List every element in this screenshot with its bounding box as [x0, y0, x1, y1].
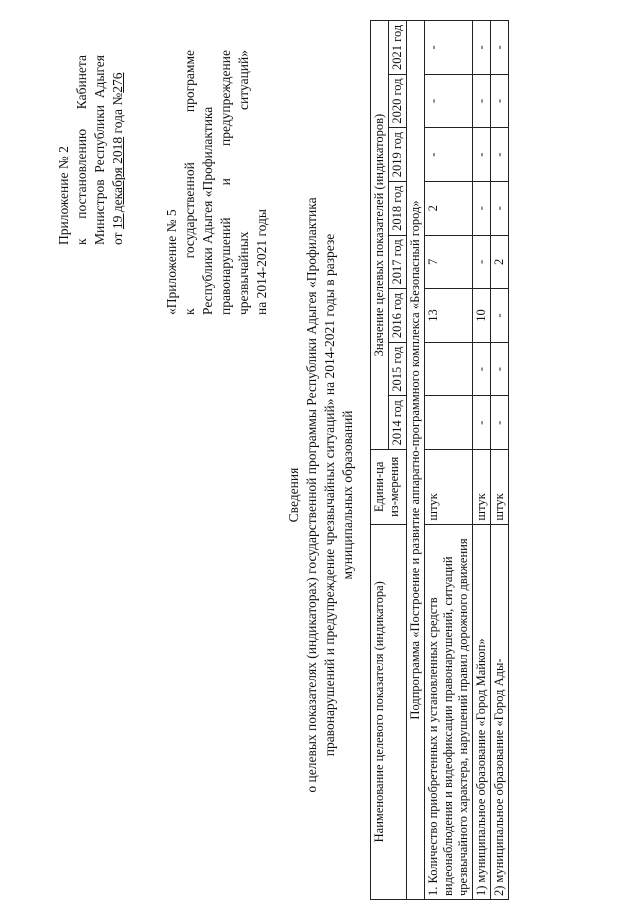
- appendix-5-line6: на 2014-2021 годы: [254, 209, 269, 315]
- value-cell: -: [473, 21, 491, 75]
- appendix-2-date-line: [109, 55, 127, 245]
- value-cell: 2: [425, 181, 473, 235]
- text: к: [182, 308, 197, 315]
- text: №: [110, 92, 125, 106]
- year-header: 2015 год: [389, 342, 407, 396]
- heading-line: о целевых показателях (индикаторах) государственной программы Республики Адыгея «Профилактика: [304, 197, 319, 793]
- year-header: 2017 год: [389, 235, 407, 289]
- appendix-5-header: [163, 50, 271, 315]
- unit-cell: штук: [473, 450, 491, 524]
- appendix-5-line2: [181, 50, 199, 315]
- text: ситуаций»: [236, 50, 251, 110]
- value-cell: -: [473, 181, 491, 235]
- text: чрезвычайных: [236, 231, 251, 315]
- decree-number: 276: [110, 72, 125, 93]
- value-cell: -: [473, 342, 491, 396]
- subprogram-row: [407, 21, 425, 900]
- value-cell: 13: [425, 289, 473, 343]
- text: Кабинета: [74, 55, 89, 110]
- heading-title: Сведения: [286, 467, 301, 523]
- value-cell: -: [473, 235, 491, 289]
- appendix-2-line3: [91, 55, 109, 245]
- text: Министров: [92, 179, 107, 245]
- value-cell: 7: [425, 235, 473, 289]
- value-cell: -: [473, 74, 491, 128]
- text: от: [110, 232, 125, 245]
- decree-date: 19 декабря 2018: [110, 136, 125, 230]
- indicators-table: [370, 20, 509, 900]
- value-cell: [425, 342, 473, 396]
- table-header-row: [371, 21, 389, 900]
- year-header: 2016 год: [389, 289, 407, 343]
- column-header-unit: Едини-ца из-мерения: [371, 450, 407, 524]
- column-header-values: Значение целевых показателей (индикаторов): [371, 21, 389, 450]
- text: программе: [182, 50, 197, 113]
- value-cell: -: [473, 396, 491, 450]
- indicator-name: 1) муниципальное образование «Город Майкоп»: [473, 524, 491, 899]
- document-heading: [285, 115, 357, 875]
- appendix-5-title: «Приложение № 5: [164, 209, 179, 315]
- unit-cell: штук: [491, 450, 509, 524]
- year-header: 2021 год: [389, 21, 407, 75]
- text: и: [218, 178, 233, 186]
- text: года: [110, 109, 125, 134]
- value-cell: -: [425, 21, 473, 75]
- value-cell: -: [491, 342, 509, 396]
- indicator-name: 2) муниципальное образование «Город Ады-: [491, 524, 509, 899]
- year-header: 2018 год: [389, 181, 407, 235]
- table-row: [491, 21, 509, 900]
- value-cell: -: [425, 128, 473, 182]
- year-header: 2019 год: [389, 128, 407, 182]
- appendix-5-line3: Республики Адыгея «Профилактика: [200, 106, 215, 315]
- value-cell: -: [491, 21, 509, 75]
- text: к: [74, 238, 89, 245]
- subprogram-title: Подпрограмма «Построение и развитие аппаратно-программного комплекса «Безопасный город»: [407, 21, 425, 900]
- appendix-5-line5: [235, 50, 253, 315]
- appendix-2-line2: [73, 55, 91, 245]
- appendix-2-title: Приложение № 2: [56, 146, 71, 245]
- year-header: 2020 год: [389, 74, 407, 128]
- text: государственной: [182, 162, 197, 259]
- text: правонарушений: [218, 217, 233, 315]
- year-header: 2014 год: [389, 396, 407, 450]
- value-cell: -: [491, 289, 509, 343]
- text: предупреждение: [218, 50, 233, 147]
- text: Республики: [92, 104, 107, 173]
- value-cell: -: [491, 74, 509, 128]
- unit-cell: штук: [425, 450, 473, 524]
- value-cell: 10: [473, 289, 491, 343]
- table-row: [473, 21, 491, 900]
- heading-line: правонарушений и предупреждение чрезвычайных ситуаций» на 2014-2021 годы в разрезе: [322, 233, 337, 757]
- appendix-2-header: [55, 55, 127, 245]
- value-cell: -: [491, 396, 509, 450]
- value-cell: [425, 396, 473, 450]
- appendix-5-line4: [217, 50, 235, 315]
- indicator-name: 1. Количество приобретенных и установленных средств видеонаблюдения и видеофиксации правонарушений, ситуаций чрезвычайного характера, нарушений правил дорожного движения: [425, 524, 473, 899]
- value-cell: -: [491, 181, 509, 235]
- value-cell: 2: [491, 235, 509, 289]
- value-cell: -: [491, 128, 509, 182]
- table-row: [425, 21, 473, 900]
- value-cell: -: [473, 128, 491, 182]
- column-header-name: Наименование целевого показателя (индикатора): [371, 524, 407, 899]
- text: постановлению: [74, 128, 89, 219]
- heading-line: муниципальных образований: [340, 410, 355, 580]
- value-cell: -: [425, 74, 473, 128]
- text: Адыгея: [92, 55, 107, 99]
